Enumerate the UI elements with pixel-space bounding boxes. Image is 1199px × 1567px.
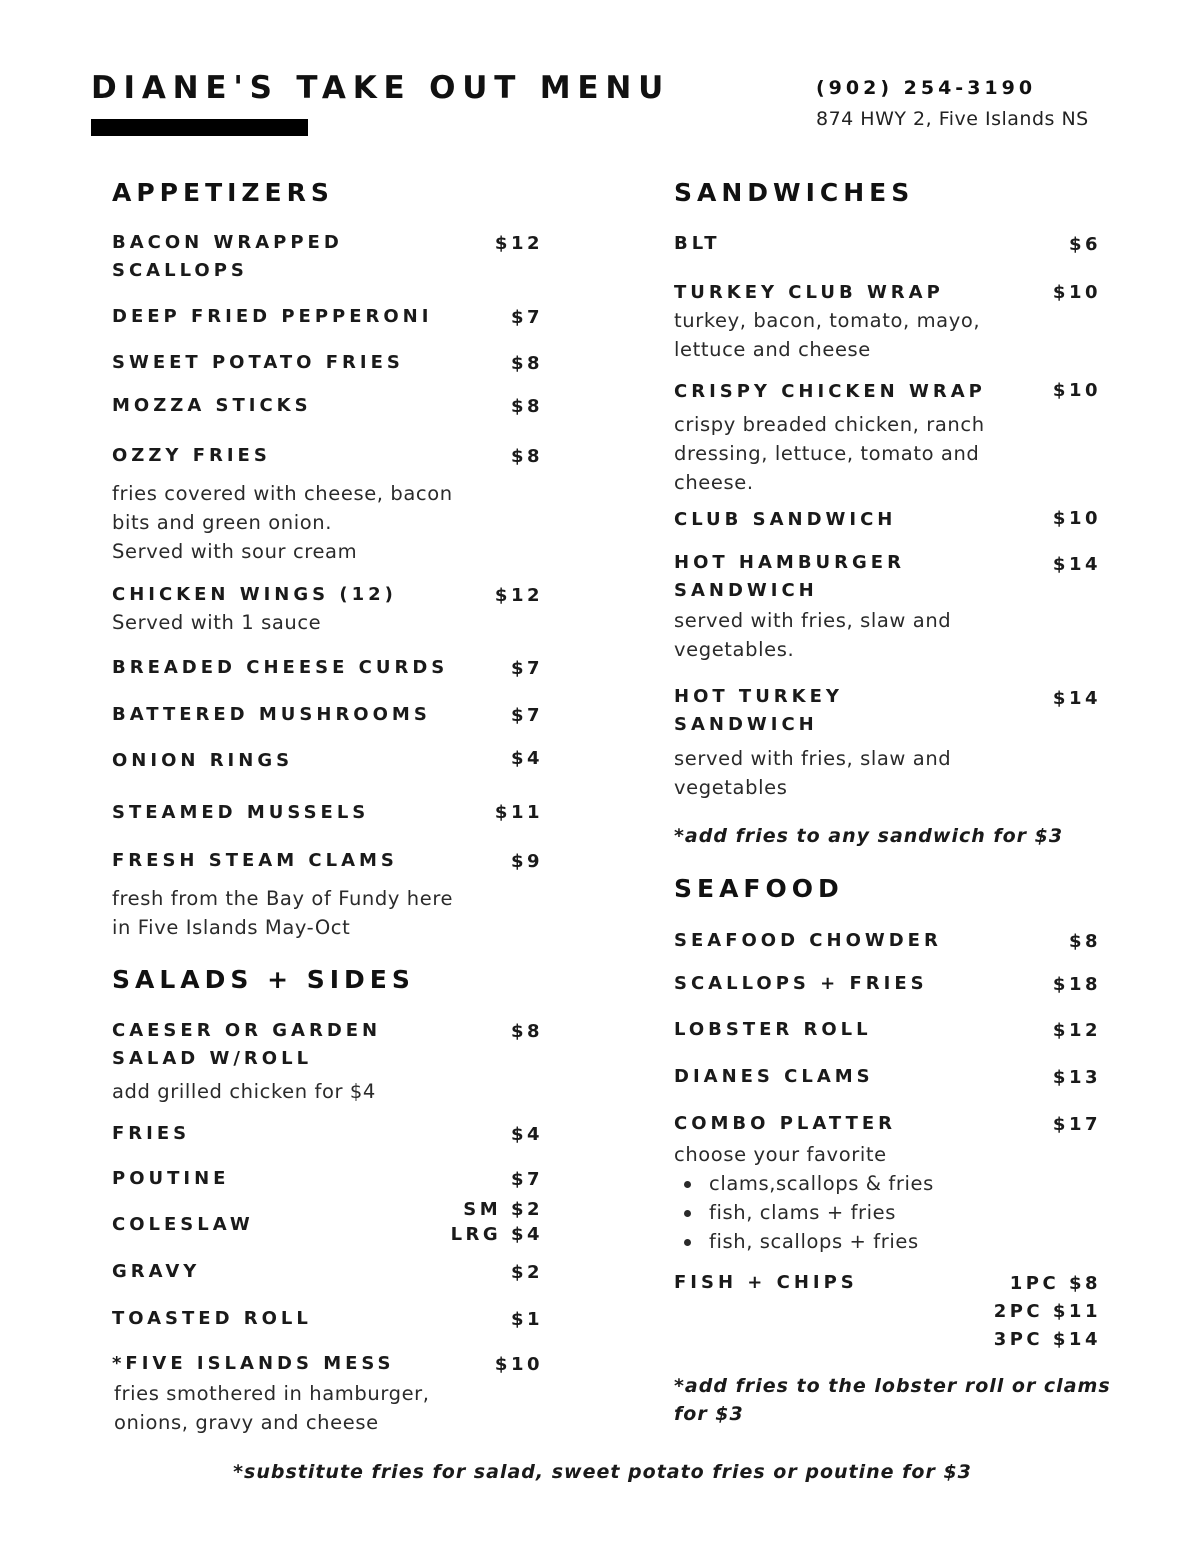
seafood-note: *add fries to the lobster roll or clams for $3 — [674, 1375, 1111, 1425]
menu-item-description: crispy breaded chicken, ranch dressing, lettuce, tomato and cheese. — [674, 413, 985, 494]
menu-item-description: turkey, bacon, tomato, mayo, lettuce and cheese — [674, 309, 981, 361]
menu-item-price: $2 — [510, 1262, 543, 1283]
menu-item-price: 2PC $11 — [993, 1301, 1101, 1322]
menu-item-price-large: LRG $4 — [450, 1224, 543, 1245]
menu-item-name: BLT — [674, 233, 721, 254]
substitution-note: *substitute fries for salad, sweet potato fries or poutine for $3 — [233, 1461, 972, 1483]
combo-option: fish, clams + fries — [674, 1198, 994, 1227]
menu-item-price: $4 — [510, 1124, 543, 1145]
section-heading-sandwiches: SANDWICHES — [674, 178, 915, 207]
menu-item-price: $6 — [1068, 234, 1101, 255]
menu-item-name: TURKEY CLUB WRAP — [674, 282, 944, 303]
menu-item-name: GRAVY — [112, 1261, 201, 1282]
menu-item-description: served with fries, slaw and vegetables. — [674, 609, 952, 661]
menu-item-price: $18 — [1052, 974, 1101, 995]
menu-item-name: BREADED CHEESE CURDS — [112, 657, 449, 678]
menu-item-price: $8 — [1068, 931, 1101, 952]
menu-item-price: $7 — [510, 1169, 543, 1190]
menu-item-price: $8 — [510, 1021, 543, 1042]
sandwich-note: *add fries to any sandwich for $3 — [674, 825, 1064, 847]
menu-item-name: POUTINE — [112, 1168, 230, 1189]
menu-item-name: SWEET POTATO FRIES — [112, 352, 404, 373]
menu-item-price: $14 — [1052, 688, 1101, 709]
menu-item-name: FRIES — [112, 1123, 191, 1144]
menu-item-name: FISH + CHIPS — [674, 1272, 858, 1293]
menu-item-name: CHICKEN WINGS (12) — [112, 584, 397, 605]
combo-options-list — [674, 1169, 994, 1256]
combo-option: clams,scallops & fries — [674, 1169, 994, 1198]
menu-item-name: COLESLAW — [112, 1214, 254, 1235]
section-heading-seafood: SEAFOOD — [674, 874, 844, 903]
menu-item-name: SEAFOOD CHOWDER — [674, 930, 942, 951]
menu-item-price: $14 — [1052, 554, 1101, 575]
menu-item-price: $12 — [1052, 1020, 1101, 1041]
menu-item-price: $4 — [510, 748, 543, 769]
menu-item-price: $9 — [510, 851, 543, 872]
menu-item-name: FRESH STEAM CLAMS — [112, 850, 398, 871]
menu-item-price: $17 — [1052, 1114, 1101, 1135]
menu-item-description: fries covered with cheese, bacon bits and green onion. Served with sour cream — [112, 482, 453, 563]
menu-item-price: $10 — [1052, 508, 1101, 529]
menu-item-name: MOZZA STICKS — [112, 395, 312, 416]
menu-item-price: $8 — [510, 353, 543, 374]
menu-item-name: SCALLOPS + FRIES — [674, 973, 928, 994]
section-heading-salads-sides: SALADS + SIDES — [112, 965, 415, 994]
menu-item-name: OZZY FRIES — [112, 445, 271, 466]
menu-item-price: 1PC $8 — [1009, 1273, 1101, 1294]
title-underline-bar — [91, 119, 308, 136]
menu-item-description: Served with 1 sauce — [112, 611, 322, 634]
menu-item-name: COMBO PLATTER — [674, 1113, 897, 1134]
menu-item-description: served with fries, slaw and vegetables — [674, 747, 952, 799]
menu-title: DIANE'S TAKE OUT MENU — [91, 70, 671, 106]
menu-item-name: *FIVE ISLANDS MESS — [112, 1353, 395, 1374]
menu-item-name: CAESER OR GARDEN SALAD W/ROLL — [112, 1020, 382, 1069]
section-heading-appetizers: APPETIZERS — [112, 178, 334, 207]
menu-item-name: BACON WRAPPED SCALLOPS — [112, 232, 343, 281]
menu-item-name: TOASTED ROLL — [112, 1308, 312, 1329]
address: 874 HWY 2, Five Islands NS — [816, 108, 1089, 130]
menu-item-price: 3PC $14 — [993, 1329, 1101, 1350]
menu-item-price-small: SM $2 — [463, 1199, 543, 1220]
menu-item-price: $7 — [510, 705, 543, 726]
menu-item-price: $12 — [494, 233, 543, 254]
menu-item-price: $10 — [1052, 282, 1101, 303]
menu-item-price: $10 — [1052, 380, 1101, 401]
menu-item-name: DEEP FRIED PEPPERONI — [112, 306, 433, 327]
phone-number: (902) 254-3190 — [816, 77, 1037, 99]
menu-item-name: CLUB SANDWICH — [674, 509, 897, 530]
menu-item-name: ONION RINGS — [112, 750, 294, 771]
menu-item-name: HOT HAMBURGER SANDWICH — [674, 552, 905, 601]
menu-item-name: HOT TURKEY SANDWICH — [674, 686, 843, 735]
menu-item-price: $7 — [510, 658, 543, 679]
menu-item-price: $13 — [1052, 1067, 1101, 1088]
menu-item-name: CRISPY CHICKEN WRAP — [674, 381, 986, 402]
menu-item-description: fries smothered in hamburger, onions, gravy and cheese — [114, 1382, 430, 1434]
menu-item-price: $7 — [510, 307, 543, 328]
menu-item-description: fresh from the Bay of Fundy here in Five Islands May-Oct — [112, 887, 454, 939]
menu-item-price: $11 — [494, 802, 543, 823]
menu-item-name: LOBSTER ROLL — [674, 1019, 872, 1040]
menu-item-price: $8 — [510, 446, 543, 467]
menu-item-price: $8 — [510, 396, 543, 417]
menu-item-price: $1 — [510, 1309, 543, 1330]
menu-item-description: add grilled chicken for $4 — [112, 1080, 376, 1103]
menu-item-name: STEAMED MUSSELS — [112, 802, 370, 823]
menu-item-name: DIANES CLAMS — [674, 1066, 874, 1087]
combo-option: fish, scallops + fries — [674, 1227, 994, 1256]
menu-item-price: $12 — [494, 585, 543, 606]
menu-item-name: BATTERED MUSHROOMS — [112, 704, 431, 725]
menu-item-price: $10 — [494, 1354, 543, 1375]
combo-platter-details: choose your favorite clams,scallops & fries fish, clams + fries fish, scallops + fries — [674, 1140, 994, 1256]
